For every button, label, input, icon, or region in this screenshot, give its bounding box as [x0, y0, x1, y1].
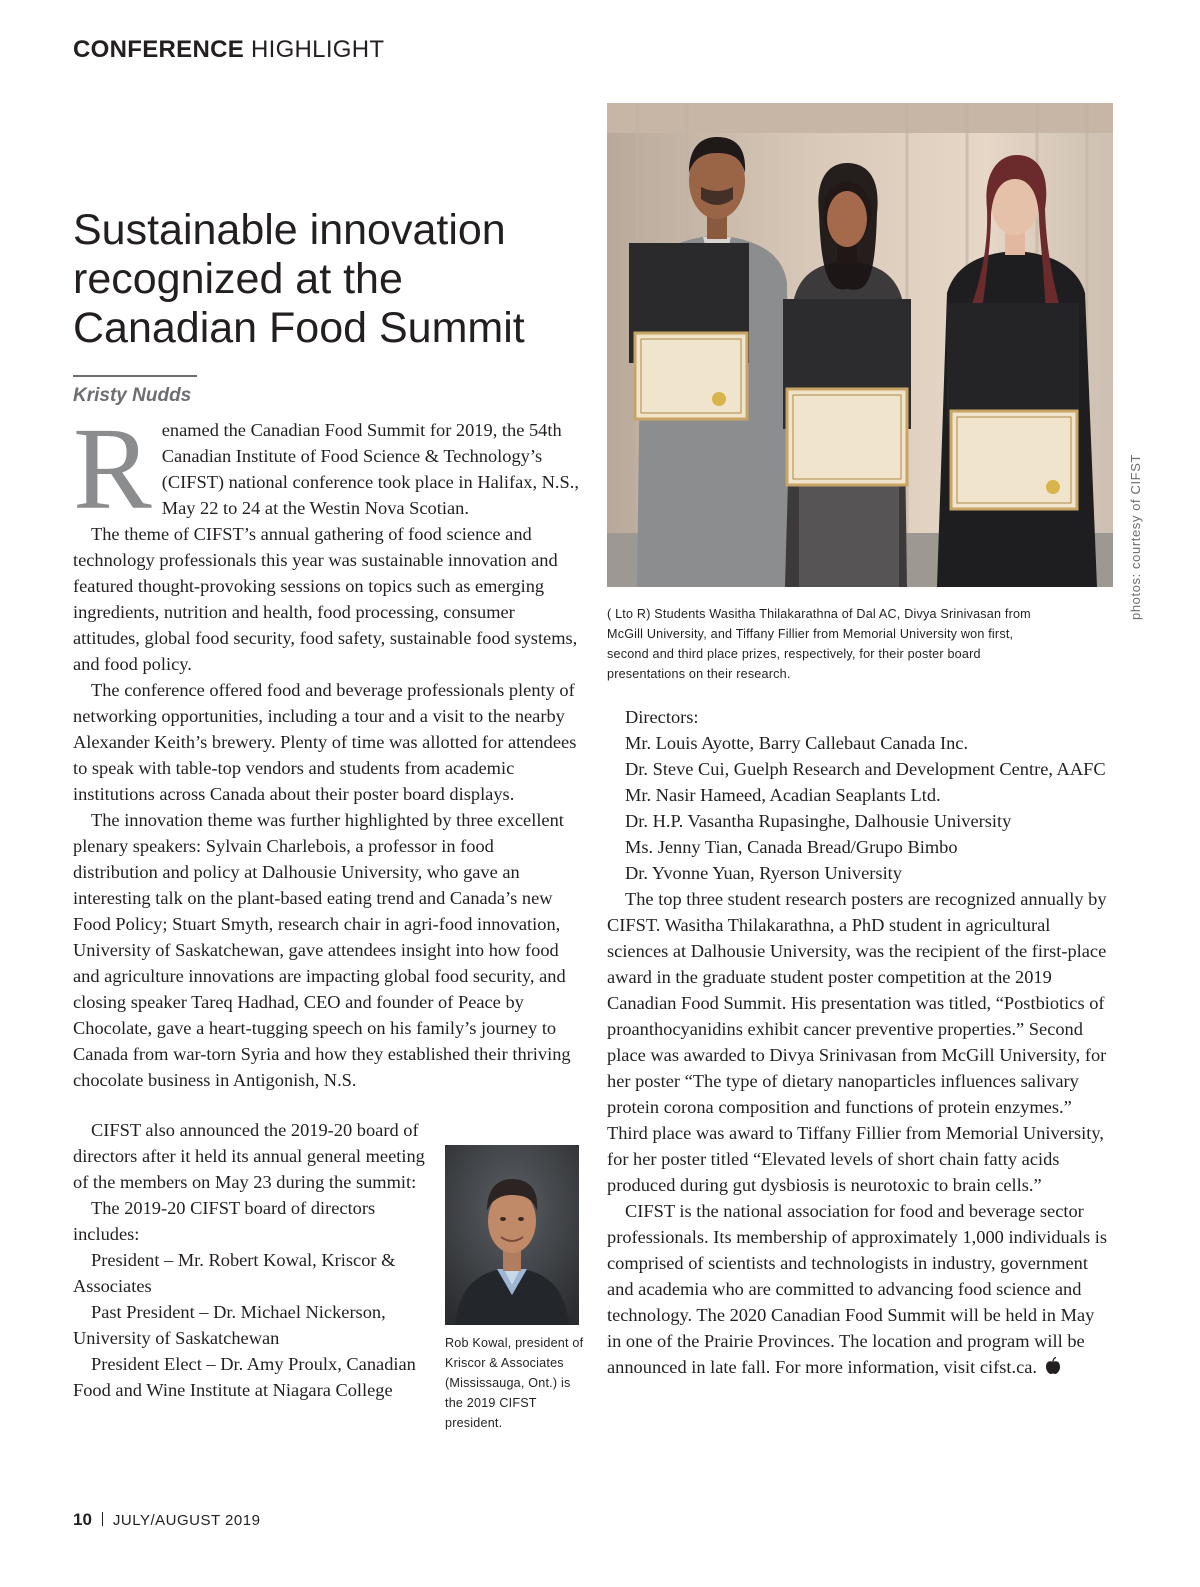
apple-end-icon: [1045, 1357, 1061, 1375]
body-paragraph: The innovation theme was further highlighted by three excellent plenary speakers: Sylvain Charlebois, a professor in food distribution and policy at Dalhousie University, who gave an interesting talk on the plant-based eating trend and Canada’s new Food Policy; Stuart Smyth, research chair in agri-food innovation, University of Saskatchewan, gave attendees insight into how food and agriculture innovations are impacting global food security, and closing speaker Tareq Hadhad, CEO and founder of Peace by Chocolate, gave a heart-tugging speech on his family’s journey to Canada from war-torn Syria and how they established their thriving chocolate business in Antigonish, N.S.: [73, 810, 571, 1090]
director-item: Dr. Yvonne Yuan, Ryerson University: [625, 863, 902, 883]
lead-paragraph: enamed the Canadian Food Summit for 2019, the 54th Canadian Institute of Food Science & Technology’s (CIFST) national conference took place in Halifax, N.S., May 22 to 24 at the Westin Nova Scotian.: [161, 420, 579, 518]
body-paragraph: The conference offered food and beverage professionals plenty of networking opportunities, including a tour and a visit to the nearby Alexander Keith’s brewery. Plenty of time was allotted for attendees to speak with table-top vendors and students from academic institutions across Canada about their poster board displays.: [73, 680, 577, 804]
drop-cap: R: [73, 403, 152, 534]
article-headline: Sustainable innovation recognized at the Canadian Food Summit: [73, 206, 525, 352]
board-member: President Elect – Dr. Amy Proulx, Canadian Food and Wine Institute at Niagara College: [73, 1354, 416, 1400]
left-column-bottom: [73, 1117, 433, 1403]
closing-text: CIFST is the national association for food and beverage sector professionals. Its membership of approximately 1,000 individuals is comprised of scientists and technologists in industry, government and academia who are committed to advancing food science and technology. The 2020 Canadian Food Summit will be held in May in one of the Prairie Provinces. The location and program will be announced in late fall. For more information, visit cifst.ca.: [607, 1201, 1108, 1377]
body-paragraph: The theme of CIFST’s annual gathering of food science and technology professionals this year was sustainable innovation and featured thought-provoking sessions on topics such as emerging ingredients, nutrition and health, food processing, consumer attitudes, global food security, food safety, sustainable food systems, and food policy.: [73, 524, 578, 674]
body-paragraph: CIFST also announced the 2019-20 board of directors after it held its annual general meeting of the members on May 23 during the summit:: [73, 1120, 425, 1192]
right-column: [607, 704, 1113, 1380]
director-item: Dr. H.P. Vasantha Rupasinghe, Dalhousie University: [625, 811, 1012, 831]
byline-rule: [73, 375, 197, 377]
body-paragraph: The top three student research posters are recognized annually by CIFST. Wasitha Thilakarathna, a PhD student in agricultural sciences at Dalhousie University, was the recipient of the first-place award in the graduate student poster competition at the 2019 Canadian Food Summit. His presentation was titled, “Postbiotics of proanthocyanidins exhibit cancer preventive properties.” Second place was awarded to Divya Srinivasan from McGill University, for her poster “The type of dietary nanoparticles influences salivary protein corona composition and functions of protein enzymes.” Third place was award to Tiffany Fillier from Memorial University, for her poster titled “Elevated levels of short chain fatty acids produced during gut dysbiosis is neurotoxic to brain cells.”: [607, 889, 1107, 1195]
section-label: [73, 36, 384, 64]
director-item: Ms. Jenny Tian, Canada Bread/Grupo Bimbo: [625, 837, 958, 857]
director-item: Dr. Steve Cui, Guelph Research and Development Centre, AAFC: [625, 759, 1106, 779]
page-footer: [73, 1510, 260, 1530]
director-item: Mr. Nasir Hameed, Acadian Seaplants Ltd.: [625, 785, 941, 805]
issue-date: JULY/AUGUST 2019: [112, 1512, 261, 1529]
directors-heading: Directors:: [625, 707, 699, 727]
board-member: Past President – Dr. Michael Nickerson, University of Saskatchewan: [73, 1302, 386, 1348]
article-byline: Kristy Nudds: [73, 385, 192, 406]
award-winners-photo: [607, 103, 1113, 587]
portrait-photo: [445, 1145, 579, 1325]
closing-paragraph: [607, 1198, 1113, 1380]
portrait-caption: Rob Kowal, president of Kriscor & Associates (Mississauga, Ont.) is the 2019 CIFST president.: [445, 1336, 584, 1430]
body-paragraph: The 2019-20 CIFST board of directors includes:: [73, 1198, 376, 1244]
footer-separator: [102, 1512, 103, 1526]
section-label-bold: CONFERENCE: [73, 36, 245, 63]
board-member: President – Mr. Robert Kowal, Kriscor & Associates: [73, 1250, 396, 1296]
photo-credit: photos: courtesy of CIFST: [1128, 453, 1143, 620]
section-label-light: HIGHLIGHT: [250, 36, 385, 63]
photo-caption: ( Lto R) Students Wasitha Thilakarathna of Dal AC, Divya Srinivasan from McGill University, and Tiffany Fillier from Memorial University won first, second and third place prizes, respectively, for their poster board presentations on their research.: [607, 607, 1031, 681]
director-item: Mr. Louis Ayotte, Barry Callebaut Canada Inc.: [625, 733, 969, 753]
page-number: 10: [73, 1510, 92, 1529]
left-column-top: [73, 403, 579, 1093]
